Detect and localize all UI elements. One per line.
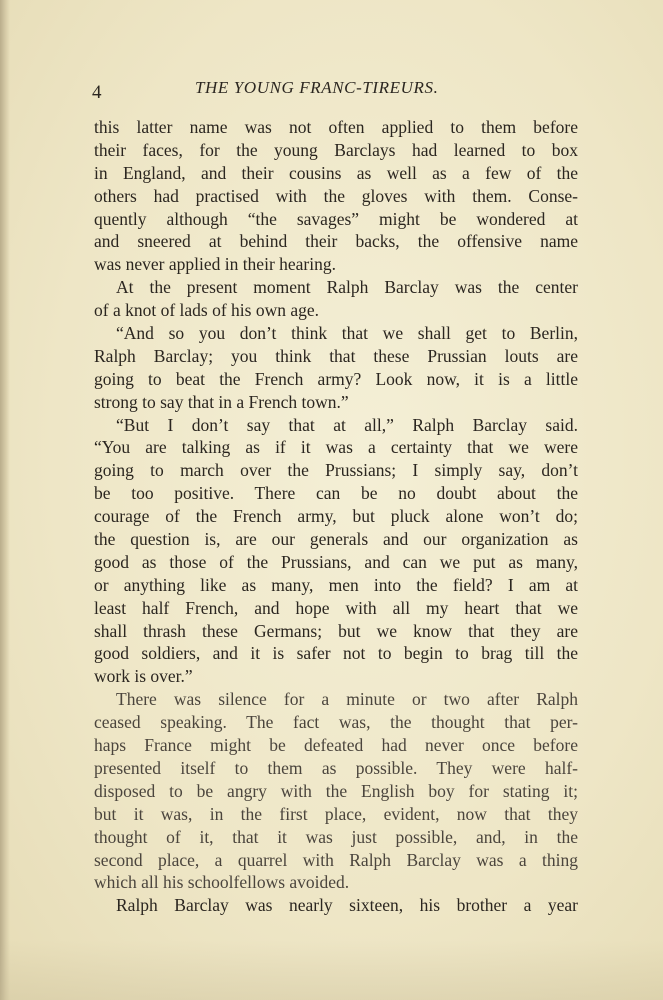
text-line: of a knot of lads of his own age.: [94, 300, 320, 321]
text-line: and sneered at behind their backs, the offensive name: [94, 231, 578, 252]
text-line: but it was, in the first place, evident, now that they: [94, 803, 578, 824]
text-line: going to march over the Prussians; I simply say, don’t: [94, 460, 578, 481]
text-line: strong to say that in a French town.”: [94, 391, 349, 412]
text-line: “You are talking as if it was a certainty that we were: [94, 437, 578, 458]
text-line: courage of the French army, but pluck alone won’t do;: [94, 506, 578, 527]
text-line: At the present moment Ralph Barclay was the center: [116, 277, 578, 298]
text-line: in England, and their cousins as well as a few of the: [94, 162, 578, 183]
text-line: their faces, for the young Barclays had learned to box: [94, 139, 578, 160]
text-line: ceased speaking. The fact was, the thought that per-: [94, 712, 578, 733]
text-line: quently although “the savages” might be wondered at: [94, 208, 578, 229]
text-line: or anything like as many, men into the field? I am at: [94, 574, 578, 595]
page-header: [92, 78, 580, 102]
text-line: be too positive. There can be no doubt about the: [94, 483, 578, 504]
body-text: [94, 116, 578, 917]
text-line: Ralph Barclay; you think that these Prussian louts are: [94, 345, 578, 366]
running-title: THE YOUNG FRANC-TIREURS.: [195, 78, 439, 97]
text-line: going to beat the French army? Look now, it is a little: [94, 368, 578, 389]
text-line: this latter name was not often applied to them before: [94, 117, 578, 137]
text-line: second place, a quarrel with Ralph Barclay was a thing: [94, 849, 578, 870]
text-line: work is over.”: [94, 666, 193, 687]
text-line: which all his schoolfellows avoided.: [94, 872, 350, 893]
text-line: “And so you don’t think that we shall get to Berlin,: [116, 323, 578, 344]
text-line: least half French, and hope with all my heart that we: [94, 597, 578, 618]
text-line: the question is, are our generals and our organization as: [94, 529, 578, 550]
text-line: presented itself to them as possible. They were half-: [94, 757, 578, 778]
text-line: haps France might be defeated had never once before: [94, 735, 578, 756]
text-line: good as those of the Prussians, and can we put as many,: [94, 551, 578, 572]
text-line: shall thrash these Germans; but we know that they are: [94, 620, 578, 641]
text-line: Ralph Barclay was nearly sixteen, his brother a year: [116, 895, 578, 916]
page-number: 4: [92, 82, 102, 103]
text-line: thought of it, that it was just possible, and, in the: [94, 826, 578, 847]
text-line: good soldiers, and it is safer not to begin to brag till the: [94, 643, 578, 664]
text-line: disposed to be angry with the English boy for stating it;: [94, 780, 578, 801]
page-shadow: [0, 940, 663, 1000]
text-line: “But I don’t say that at all,” Ralph Barclay said.: [116, 414, 578, 435]
page-binding-edge: [0, 0, 10, 1000]
text-line: was never applied in their hearing.: [94, 254, 336, 275]
text-line: others had practised with the gloves with them. Conse-: [94, 185, 578, 206]
text-line: There was silence for a minute or two after Ralph: [116, 689, 578, 710]
